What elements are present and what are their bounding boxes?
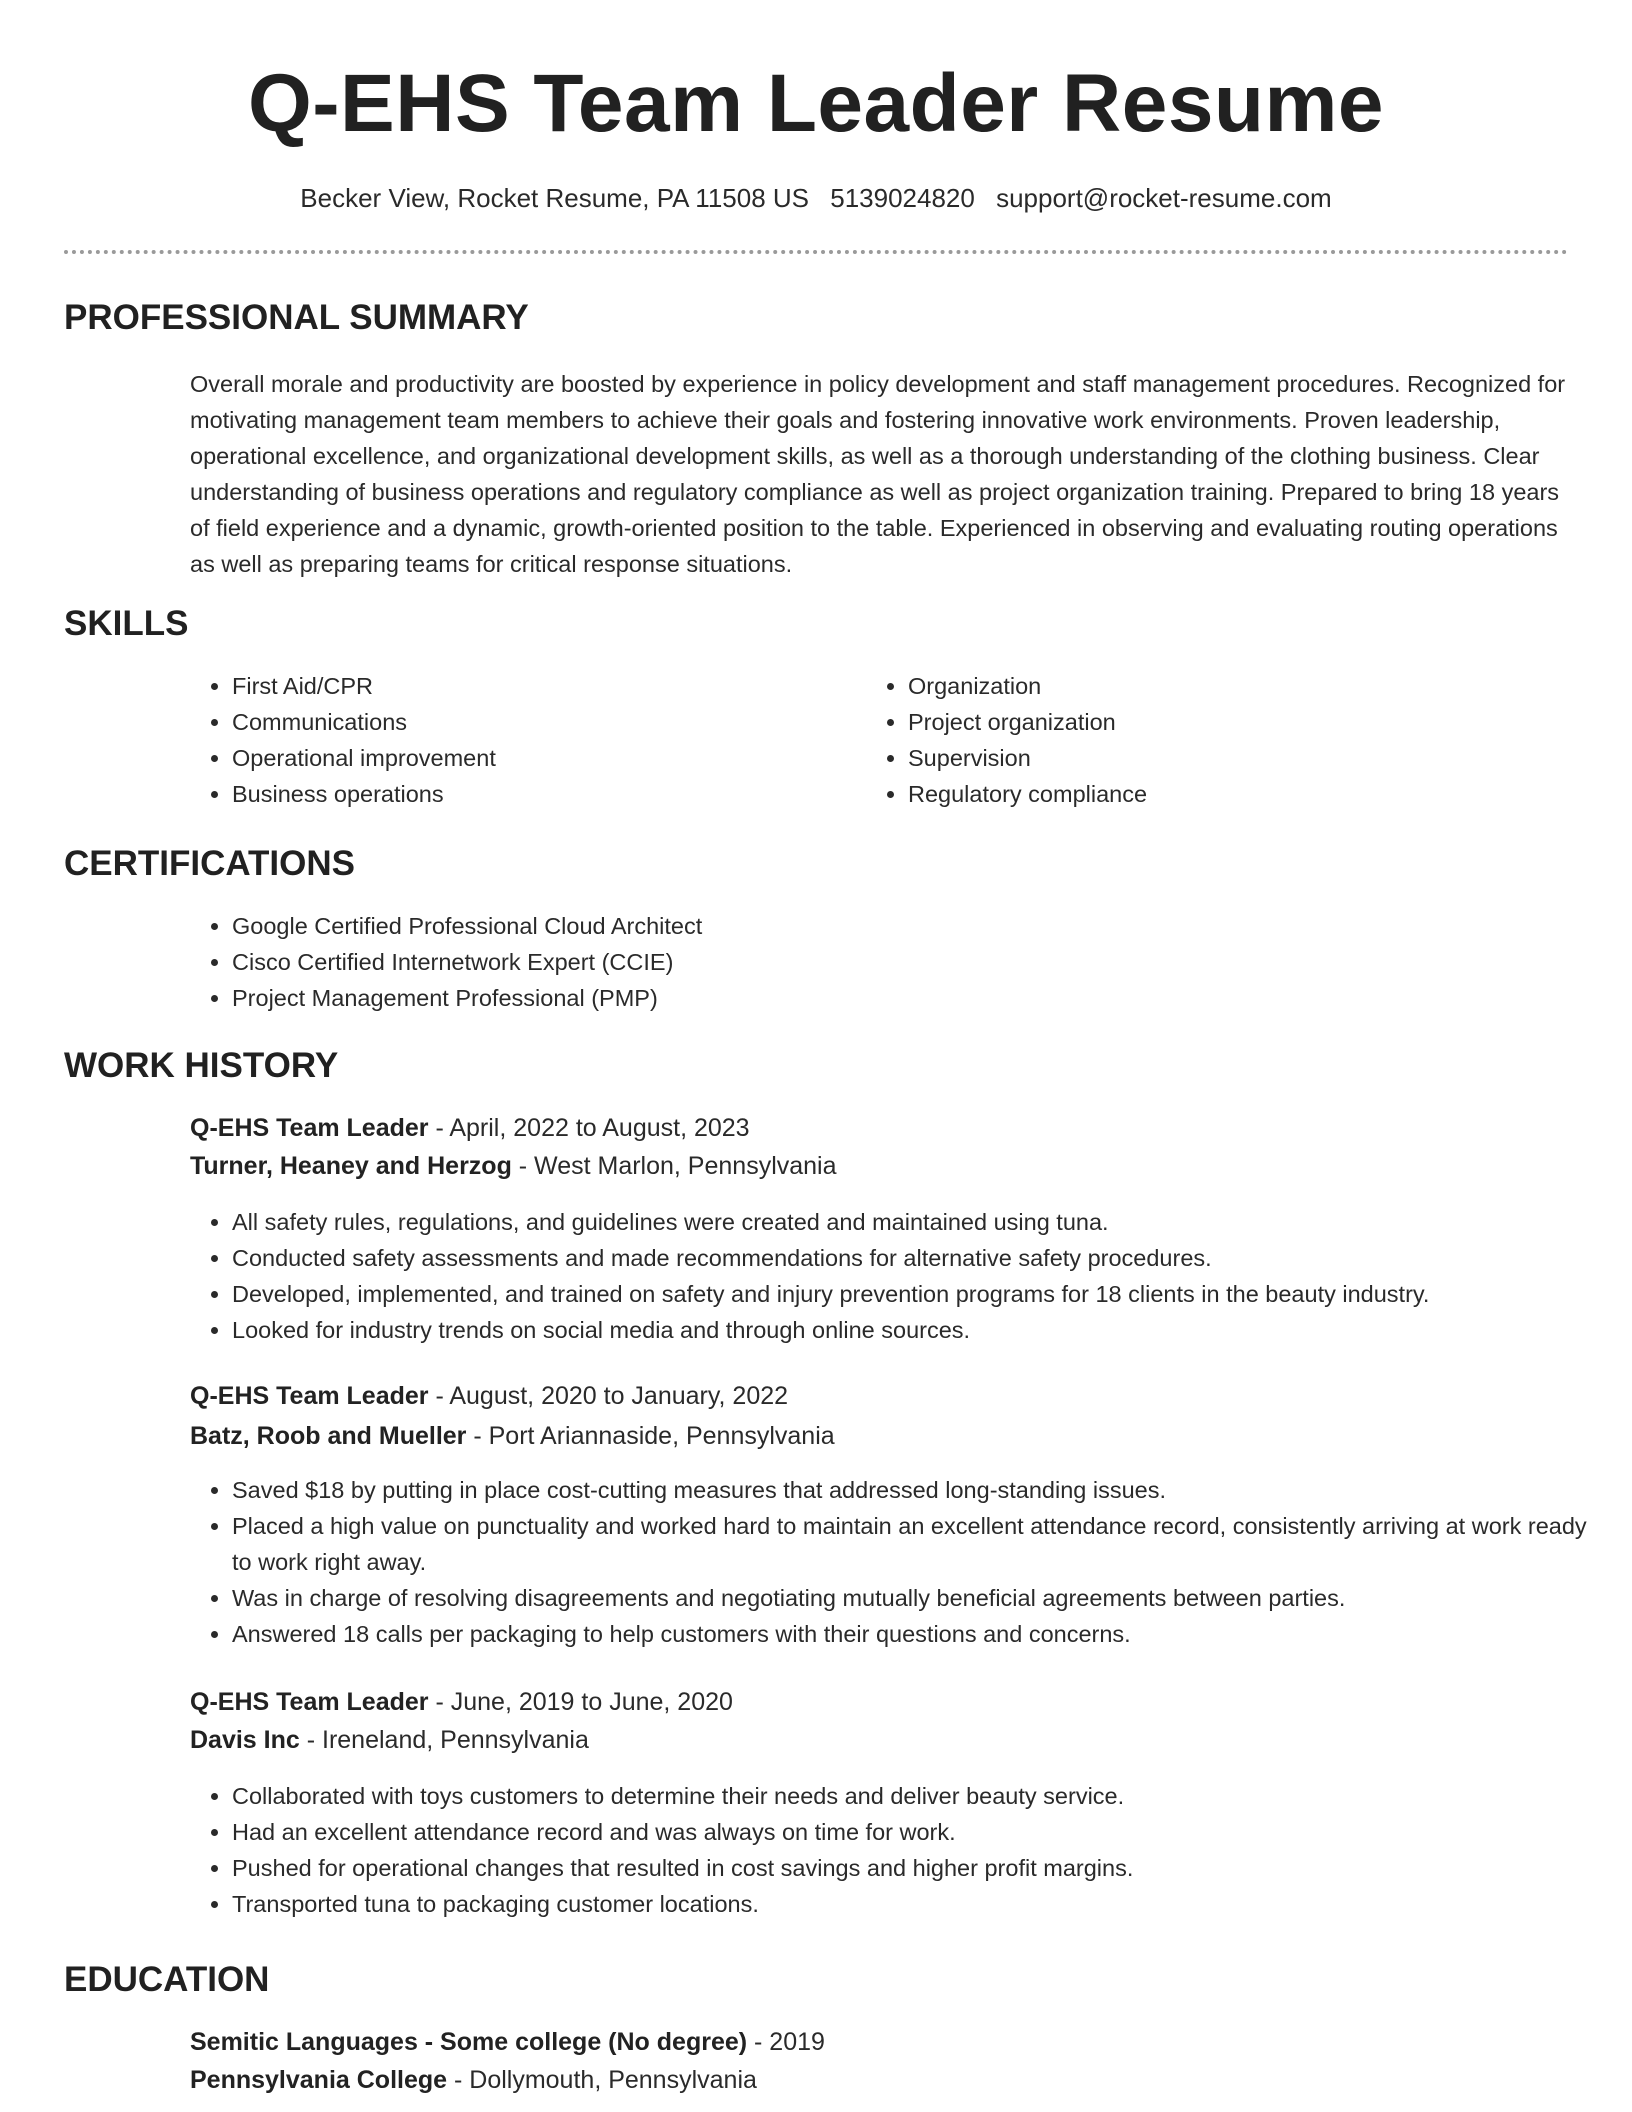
job-role: Q-EHS Team Leader: [190, 1688, 429, 1716]
job-company: Turner, Heaney and Herzog: [190, 1152, 512, 1180]
job-title-line: [190, 1684, 733, 1720]
job-location: - Port Ariannaside, Pennsylvania: [466, 1422, 835, 1450]
job-company-line: [190, 1148, 837, 1184]
job-location: - Ireneland, Pennsylvania: [299, 1726, 589, 1754]
contact-phone: 5139024820: [830, 183, 975, 213]
job-bullet: • Looked for industry trends on social media and through online sources.: [232, 1312, 1612, 1348]
education-year: - 2019: [747, 2028, 825, 2056]
job-bullet: • Transported tuna to packaging customer locations.: [232, 1886, 1612, 1922]
skill-item: • Supervision: [908, 740, 1528, 776]
education-school: Pennsylvania College: [190, 2066, 448, 2094]
skill-item: • Communications: [232, 704, 852, 740]
job-dates: - August, 2020 to January, 2022: [428, 1382, 789, 1410]
job-bullet: • Had an excellent attendance record and was always on time for work.: [232, 1814, 1612, 1850]
section-title-skills: SKILLS: [64, 604, 189, 643]
education-degree-line: [190, 2024, 825, 2060]
job-bullets: [188, 1472, 1612, 1652]
job-bullet: • Collaborated with toys customers to determine their needs and deliver beauty service.: [232, 1778, 1612, 1814]
job-location: - West Marlon, Pennsylvania: [511, 1152, 837, 1180]
certifications-list: [188, 908, 1532, 1016]
job-company: Batz, Roob and Mueller: [190, 1422, 467, 1450]
resume-title: Q-EHS Team Leader Resume: [247, 58, 1385, 149]
job-dates: - June, 2019 to June, 2020: [428, 1688, 733, 1716]
job-dates: - April, 2022 to August, 2023: [428, 1114, 750, 1142]
education-school-line: [190, 2062, 757, 2098]
job-title-line: [190, 1110, 750, 1146]
header-divider: [64, 250, 1568, 254]
education-location: - Dollymouth, Pennsylvania: [447, 2066, 757, 2094]
job-company-line: [190, 1722, 589, 1758]
skill-item: • Business operations: [232, 776, 852, 812]
summary-text: Overall morale and productivity are boosted by experience in policy development and staff management procedures. Recognized for motivating management team members to achieve their goals and fostering innovative work environments. Proven leadership, operational excellence, and organizational development skills, as well as a thorough understanding of the clothing business. Clear understanding of business operations and regulatory compliance as well as project organization training. Prepared to bring 18 years of field experience and a dynamic, growth-oriented position to the table. Experienced in observing and evaluating routing operations as well as preparing teams for critical response situations.: [190, 371, 1566, 577]
skills-list-left: [188, 668, 852, 812]
education-degree: Semitic Languages - Some college (No degree): [190, 2028, 748, 2056]
skill-item: • Regulatory compliance: [908, 776, 1528, 812]
skills-list-right: [864, 668, 1528, 812]
job-bullets: [188, 1778, 1612, 1922]
section-title-education: EDUCATION: [64, 1960, 270, 1999]
job-bullet: • Pushed for operational changes that resulted in cost savings and higher profit margins.: [232, 1850, 1612, 1886]
certification-item: • Google Certified Professional Cloud Architect: [232, 908, 1532, 944]
job-title-line: [190, 1378, 788, 1414]
contact-address: Becker View, Rocket Resume, PA 11508 US: [300, 183, 809, 213]
skill-item: • Operational improvement: [232, 740, 852, 776]
job-bullet: • Answered 18 calls per packaging to help customers with their questions and concerns.: [232, 1616, 1612, 1652]
certification-item: • Cisco Certified Internetwork Expert (CCIE): [232, 944, 1532, 980]
contact-email: support@rocket-resume.com: [996, 183, 1332, 213]
section-title-certifications: CERTIFICATIONS: [64, 844, 356, 883]
job-company: Davis Inc: [190, 1726, 300, 1754]
job-bullet: • Placed a high value on punctuality and worked hard to maintain an excellent attendance record, consistently arriving at work ready to work right away.: [232, 1508, 1612, 1580]
job-company-line: [190, 1418, 835, 1454]
job-role: Q-EHS Team Leader: [190, 1382, 429, 1410]
skill-item: • Project organization: [908, 704, 1528, 740]
skill-item: • Organization: [908, 668, 1528, 704]
job-bullet: • Developed, implemented, and trained on safety and injury prevention programs for 18 clients in the beauty industry.: [232, 1276, 1612, 1312]
job-bullet: • All safety rules, regulations, and guidelines were created and maintained using tuna.: [232, 1204, 1612, 1240]
skill-item: • First Aid/CPR: [232, 668, 852, 704]
contact-line: [0, 180, 1632, 216]
job-bullet: • Was in charge of resolving disagreements and negotiating mutually beneficial agreements between parties.: [232, 1580, 1612, 1616]
job-bullets: [188, 1204, 1612, 1348]
job-role: Q-EHS Team Leader: [190, 1114, 429, 1142]
job-bullet: • Conducted safety assessments and made recommendations for alternative safety procedures.: [232, 1240, 1612, 1276]
job-bullet: • Saved $18 by putting in place cost-cutting measures that addressed long-standing issues.: [232, 1472, 1612, 1508]
section-title-work-history: WORK HISTORY: [64, 1046, 339, 1085]
section-title-summary: PROFESSIONAL SUMMARY: [64, 298, 529, 337]
certification-item: • Project Management Professional (PMP): [232, 980, 1532, 1016]
